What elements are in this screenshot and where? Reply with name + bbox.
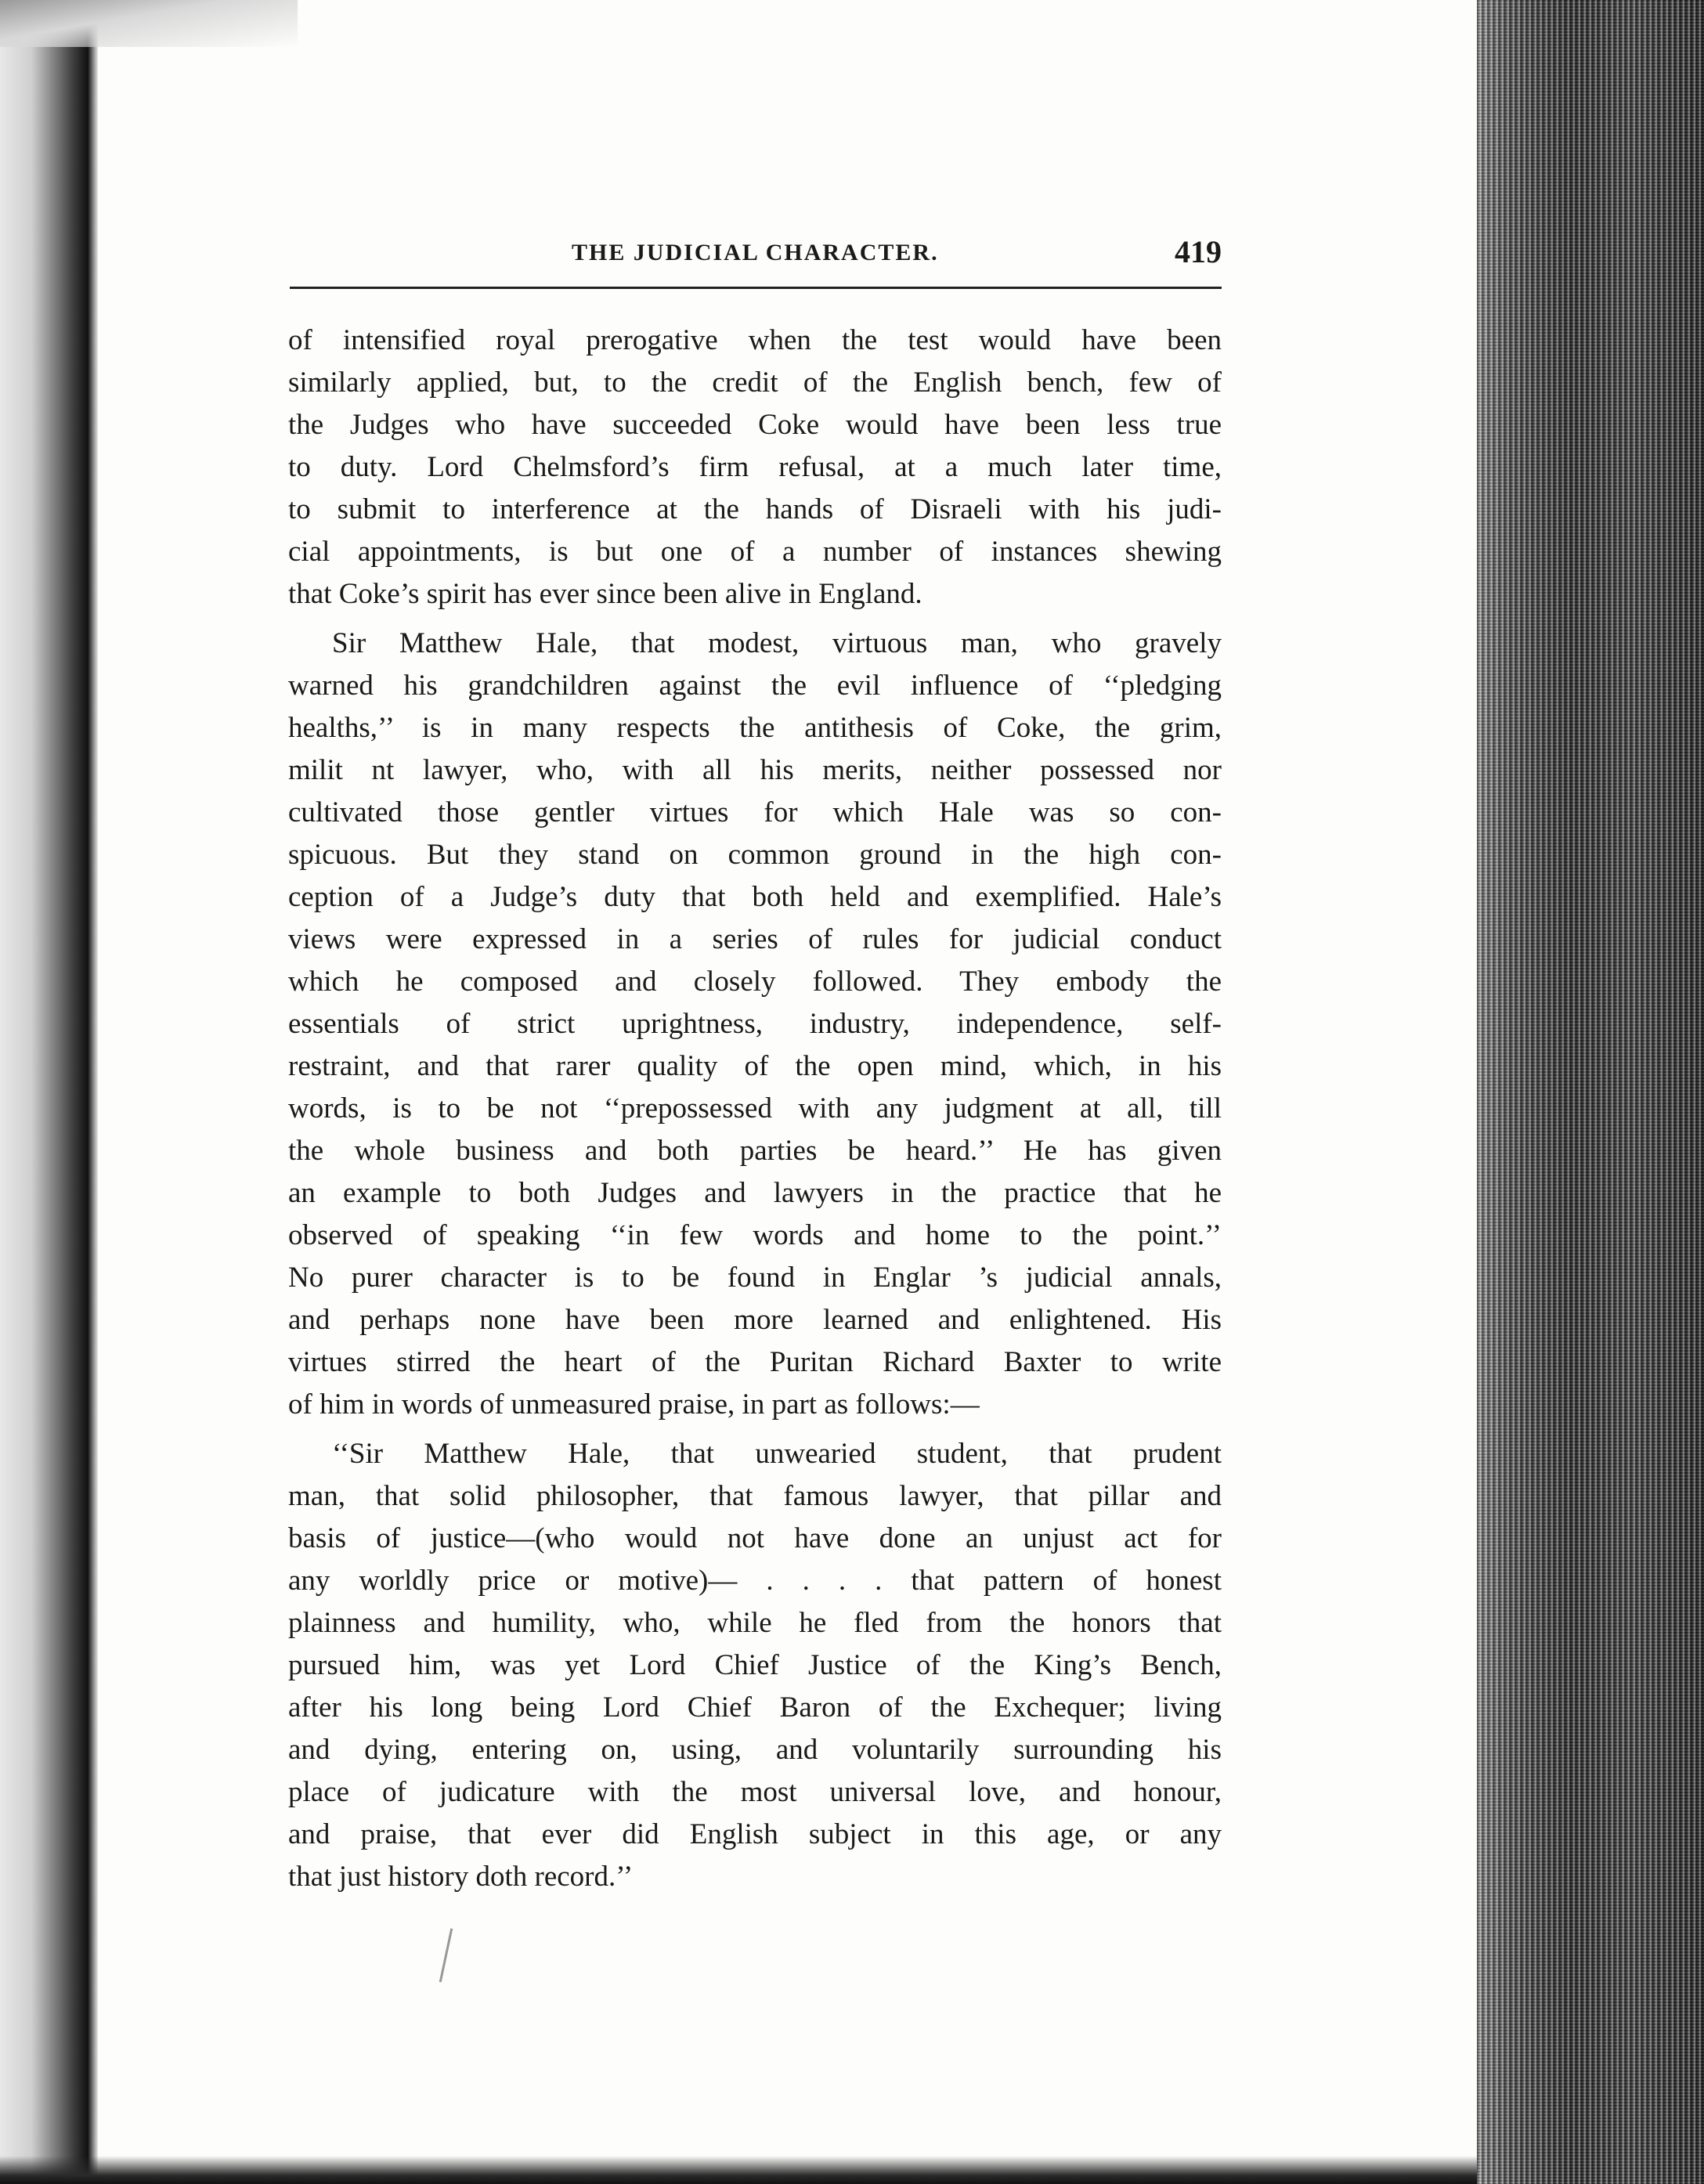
text-line: essentials of strict uprightness, industry, independence, self-	[288, 1008, 1222, 1040]
text-line: after his long being Lord Chief Baron of the Exchequer; living	[288, 1691, 1222, 1724]
text-line: similarly applied, but, to the credit of the English bench, few of	[288, 366, 1222, 399]
text-line: man, that solid philosopher, that famous lawyer, that pillar and	[288, 1480, 1222, 1512]
text-line: and praise, that ever did English subject in this age, or any	[288, 1818, 1222, 1850]
paragraph-gap	[288, 1426, 1222, 1433]
top-corner-shadow	[0, 0, 298, 47]
text-line: views were expressed in a series of rules for judicial conduct	[288, 923, 1222, 955]
text-line: spicuous. But they stand on common ground in the high con-	[288, 839, 1222, 871]
paragraph	[288, 623, 1222, 1426]
text-line: ‘‘Sir Matthew Hale, that unwearied student, that prudent	[332, 1438, 1222, 1470]
body-text	[288, 319, 1222, 1898]
text-line: words, is to be not ‘‘prepossessed with any judgment at all, till	[288, 1092, 1222, 1124]
text-line: an example to both Judges and lawyers in the practice that he	[288, 1177, 1222, 1209]
text-line: of intensified royal prerogative when the test would have been	[288, 324, 1222, 356]
text-line: pursued him, was yet Lord Chief Justice of the King’s Bench,	[288, 1649, 1222, 1681]
text-line: and dying, entering on, using, and voluntarily surrounding his	[288, 1734, 1222, 1766]
text-line: plainness and humility, who, while he fled from the honors that	[288, 1607, 1222, 1639]
text-line: warned his grandchildren against the evil influence of ‘‘pledging	[288, 670, 1222, 702]
bottom-edge-shadow	[0, 2156, 1477, 2184]
page-number: 419	[1175, 234, 1222, 269]
binding-edge-shadow	[0, 0, 98, 2184]
text-line: any worldly price or motive)— . . . . that pattern of honest	[288, 1565, 1222, 1597]
text-line: No purer character is to be found in Englar ’s judicial annals,	[288, 1262, 1222, 1294]
text-line: healths,’’ is in many respects the antithesis of Coke, the grim,	[288, 712, 1222, 744]
text-line: cial appointments, is but one of a number of instances shewing	[288, 536, 1222, 568]
page-header	[290, 233, 1222, 280]
text-line: milit nt lawyer, who, with all his merits, neither possessed nor	[288, 754, 1222, 786]
text-line: that Coke’s spirit has ever since been alive in England.	[288, 578, 922, 610]
text-line: of him in words of unmeasured praise, in part as follows:—	[288, 1388, 980, 1421]
text-line: the Judges who have succeeded Coke would have been less true	[288, 409, 1222, 441]
text-line: to duty. Lord Chelmsford’s firm refusal, at a much later time,	[288, 451, 1222, 483]
paragraph	[288, 319, 1222, 615]
text-line: that just history doth record.’’	[288, 1861, 634, 1893]
paragraph	[288, 1433, 1222, 1898]
page-stack-edge	[1477, 0, 1704, 2184]
text-line: to submit to interference at the hands of Disraeli with his judi-	[288, 493, 1222, 525]
text-line: cultivated those gentler virtues for which Hale was so con-	[288, 796, 1222, 828]
running-title: THE JUDICIAL CHARACTER.	[572, 240, 939, 265]
text-line: which he composed and closely followed. They embody the	[288, 966, 1222, 998]
text-line: Sir Matthew Hale, that modest, virtuous man, who gravely	[332, 627, 1222, 659]
text-line: the whole business and both parties be heard.’’ He has given	[288, 1135, 1222, 1167]
text-line: observed of speaking ‘‘in few words and home to the point.’’	[288, 1219, 1222, 1251]
header-rule	[290, 287, 1222, 289]
pencil-mark	[439, 1928, 453, 1982]
text-line: place of judicature with the most universal love, and honour,	[288, 1776, 1222, 1808]
text-line: basis of justice—(who would not have done an unjust act for	[288, 1522, 1222, 1554]
text-line: and perhaps none have been more learned and enlightened. His	[288, 1304, 1222, 1336]
text-line: virtues stirred the heart of the Puritan Richard Baxter to write	[288, 1346, 1222, 1378]
paragraph-gap	[288, 615, 1222, 623]
text-line: restraint, and that rarer quality of the open mind, which, in his	[288, 1050, 1222, 1082]
text-line: ception of a Judge’s duty that both held and exemplified. Hale’s	[288, 881, 1222, 913]
